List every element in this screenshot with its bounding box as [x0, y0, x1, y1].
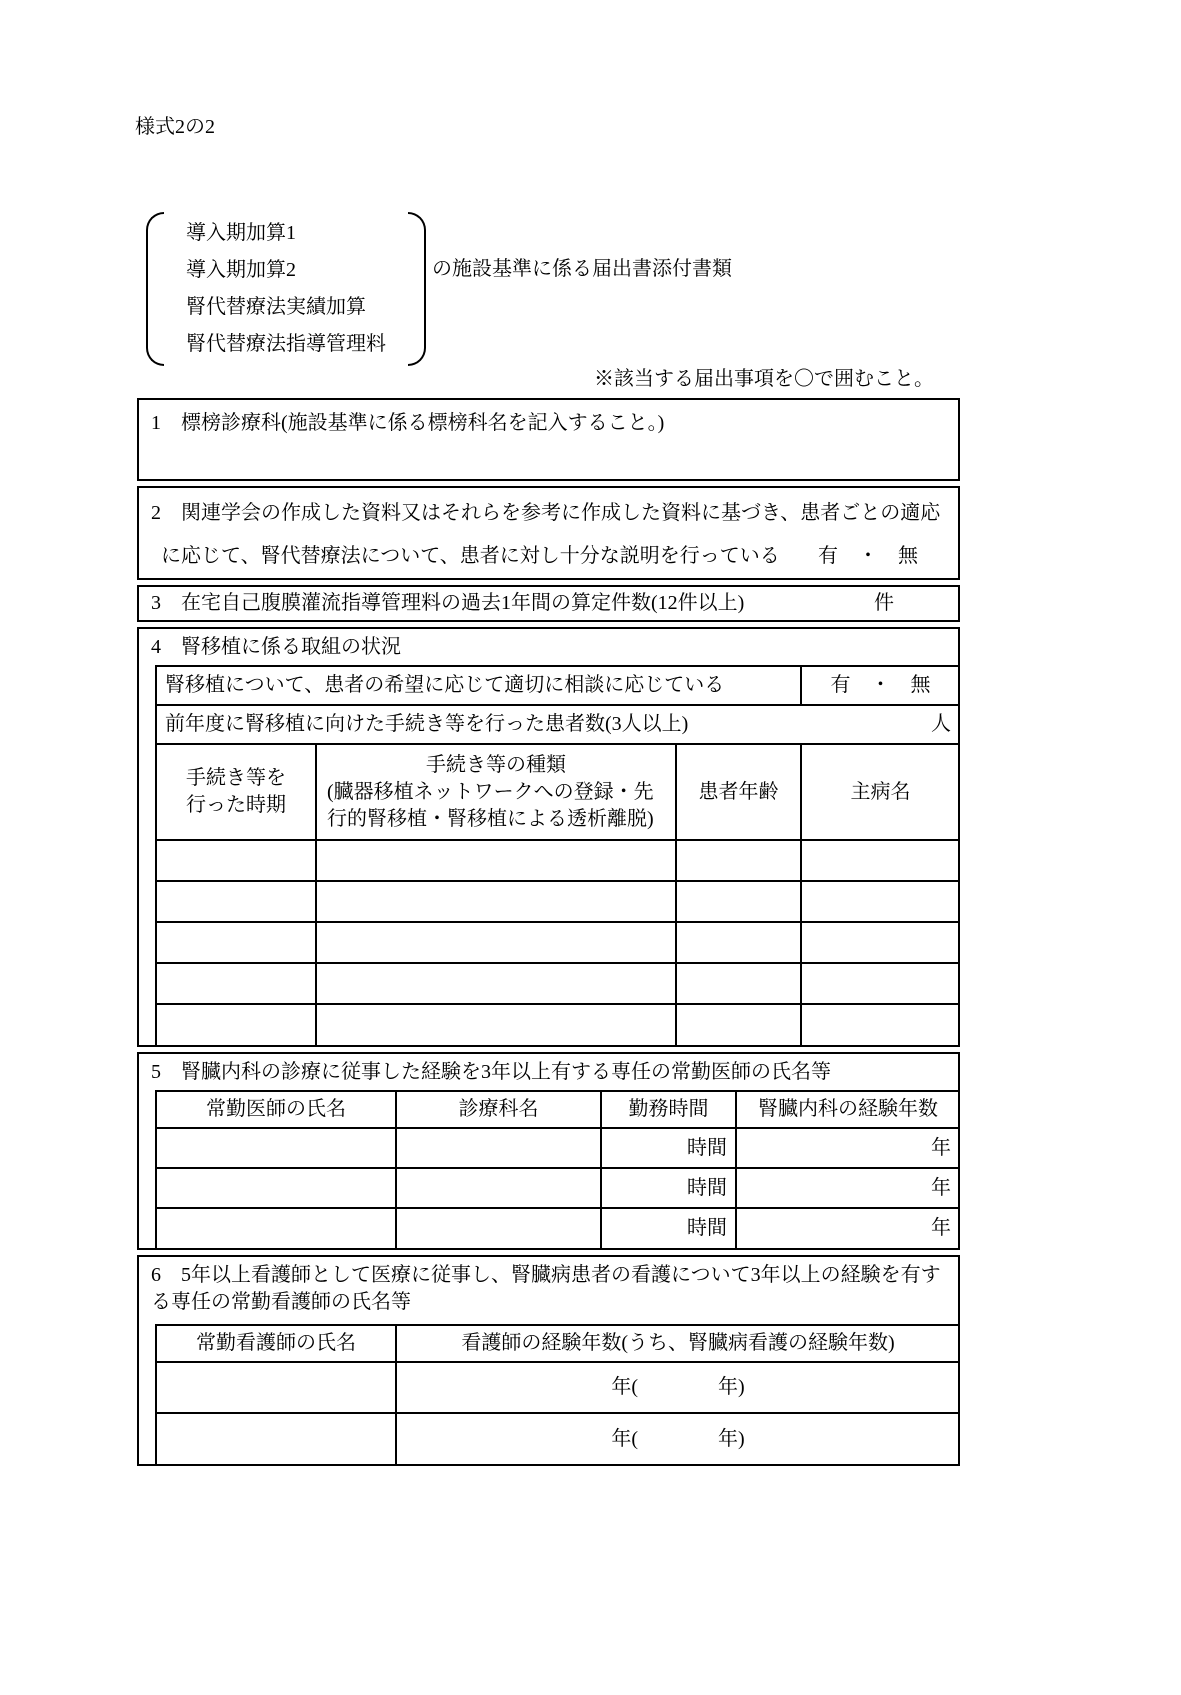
hours-cell: 時間 — [601, 1208, 736, 1248]
addition-item-3: 腎代替療法実績加算 — [186, 296, 366, 318]
doctor-table — [155, 1090, 959, 1248]
doctor-entry-row — [156, 1208, 959, 1248]
col-header-type-line2: (臓器移植ネットワークへの登録・先行的腎移植・腎移植による透析離脱) — [327, 780, 654, 830]
age-cell — [676, 922, 801, 963]
section3-text: 3 在宅自己腹膜灌流指導管理料の過去1年間の算定件数(12件以上) — [151, 592, 745, 614]
col-header-age: 患者年齢 — [676, 744, 801, 840]
nurse-experience-cell: 年( 年) — [396, 1413, 959, 1464]
nurse-experience-cell: 年( 年) — [396, 1362, 959, 1413]
years-cell: 年 — [736, 1208, 959, 1248]
age-cell — [676, 840, 801, 881]
disease-cell — [801, 881, 959, 922]
consult-yes-no-choice: 有 ・ 無 — [801, 666, 959, 705]
form-id: 様式2の2 — [135, 116, 215, 138]
age-cell — [676, 963, 801, 1004]
consult-row — [156, 666, 959, 705]
department-cell — [396, 1128, 601, 1168]
section-1 — [137, 398, 960, 481]
type-cell — [316, 1004, 676, 1045]
section-4 — [137, 627, 960, 1047]
doctor-header-row — [156, 1091, 959, 1128]
doctor-name-cell — [156, 1128, 396, 1168]
section2-line1: 2 関連学会の作成した資料又はそれらを参考に作成した資料に基づき、患者ごとの適応 — [151, 502, 941, 524]
age-cell — [676, 1004, 801, 1045]
nurse-name-cell — [156, 1413, 396, 1464]
department-cell — [396, 1208, 601, 1248]
section3-unit: 件 — [874, 592, 894, 614]
doctor-name-cell — [156, 1208, 396, 1248]
nurse-entry-row — [156, 1413, 959, 1464]
circle-instruction-note: ※該当する届出事項を〇で囲むこと。 — [594, 368, 934, 390]
disease-cell — [801, 840, 959, 881]
nurse-table — [155, 1324, 959, 1464]
type-cell — [316, 881, 676, 922]
col-header-experience-years: 腎臓内科の経験年数 — [736, 1091, 959, 1128]
disease-cell — [801, 922, 959, 963]
transplant-entry-row — [156, 881, 959, 922]
title-suffix: の施設基準に係る届出書添付書類 — [432, 258, 732, 280]
col-header-period-line1: 手続き等を — [186, 767, 286, 789]
department-cell — [396, 1168, 601, 1208]
col-header-period — [156, 744, 316, 840]
bracket-left-icon — [146, 212, 164, 366]
col-header-type — [316, 744, 676, 840]
patient-count-text: 前年度に腎移植に向けた手続き等を行った患者数(3人以上) — [165, 713, 689, 735]
patient-count-content — [165, 711, 951, 738]
col-header-department: 診療科名 — [396, 1091, 601, 1128]
addition-item-4: 腎代替療法指導管理料 — [186, 333, 386, 355]
transplant-entry-row — [156, 1004, 959, 1045]
col-header-nurse-experience: 看護師の経験年数(うち、腎臓病看護の経験年数) — [396, 1325, 959, 1362]
period-cell — [156, 922, 316, 963]
disease-cell — [801, 963, 959, 1004]
section-2 — [137, 486, 960, 580]
type-cell — [316, 963, 676, 1004]
section4-title: 4 腎移植に係る取組の状況 — [151, 636, 401, 658]
col-header-nurse-name: 常勤看護師の氏名 — [156, 1325, 396, 1362]
addition-item-list — [164, 212, 408, 366]
transplant-header-row — [156, 744, 959, 840]
type-cell — [316, 840, 676, 881]
hours-cell: 時間 — [601, 1168, 736, 1208]
header-title-group — [146, 212, 426, 366]
section2-yes-no-choice: 有 ・ 無 — [818, 545, 918, 567]
doctor-entry-row — [156, 1168, 959, 1208]
patient-count-row — [156, 705, 959, 744]
section2-line2: に応じて、腎代替療法について、患者に対し十分な説明を行っている — [161, 545, 780, 567]
years-cell: 年 — [736, 1128, 959, 1168]
col-header-disease: 主病名 — [801, 744, 959, 840]
kidney-transplant-table — [155, 665, 959, 1045]
nurse-entry-row — [156, 1362, 959, 1413]
period-cell — [156, 963, 316, 1004]
section6-title: 6 5年以上看護師として医療に従事し、腎臓病患者の看護について3年以上の経験を有する専任の常勤看護師の氏名等 — [151, 1264, 941, 1313]
years-cell: 年 — [736, 1168, 959, 1208]
disease-cell — [801, 1004, 959, 1045]
bracket-right-icon — [408, 212, 426, 366]
addition-item-1: 導入期加算1 — [186, 222, 296, 244]
type-cell — [316, 922, 676, 963]
period-cell — [156, 840, 316, 881]
section1-title: 1 標榜診療科(施設基準に係る標榜科名を記入すること。) — [151, 412, 665, 434]
transplant-entry-row — [156, 840, 959, 881]
period-cell — [156, 881, 316, 922]
col-header-type-line1: 手続き等の種類 — [426, 753, 566, 776]
col-header-doctor-name: 常勤医師の氏名 — [156, 1091, 396, 1128]
age-cell — [676, 881, 801, 922]
section-6 — [137, 1255, 960, 1466]
nurse-name-cell — [156, 1362, 396, 1413]
transplant-entry-row — [156, 922, 959, 963]
addition-item-2: 導入期加算2 — [186, 259, 296, 281]
section-5 — [137, 1052, 960, 1250]
section-3 — [137, 585, 960, 622]
section5-title: 5 腎臓内科の診療に従事した経験を3年以上有する専任の常勤医師の氏名等 — [151, 1061, 831, 1083]
period-cell — [156, 1004, 316, 1045]
patient-count-unit: 人 — [931, 713, 952, 735]
doctor-entry-row — [156, 1128, 959, 1168]
transplant-entry-row — [156, 963, 959, 1004]
col-header-period-line2: 行った時期 — [186, 794, 286, 816]
consult-text: 腎移植について、患者の希望に応じて適切に相談に応じている — [156, 666, 801, 705]
doctor-name-cell — [156, 1168, 396, 1208]
hours-cell: 時間 — [601, 1128, 736, 1168]
form-body — [137, 398, 960, 1471]
col-header-working-hours: 勤務時間 — [601, 1091, 736, 1128]
nurse-header-row — [156, 1325, 959, 1362]
section2-line2-row — [151, 535, 946, 578]
